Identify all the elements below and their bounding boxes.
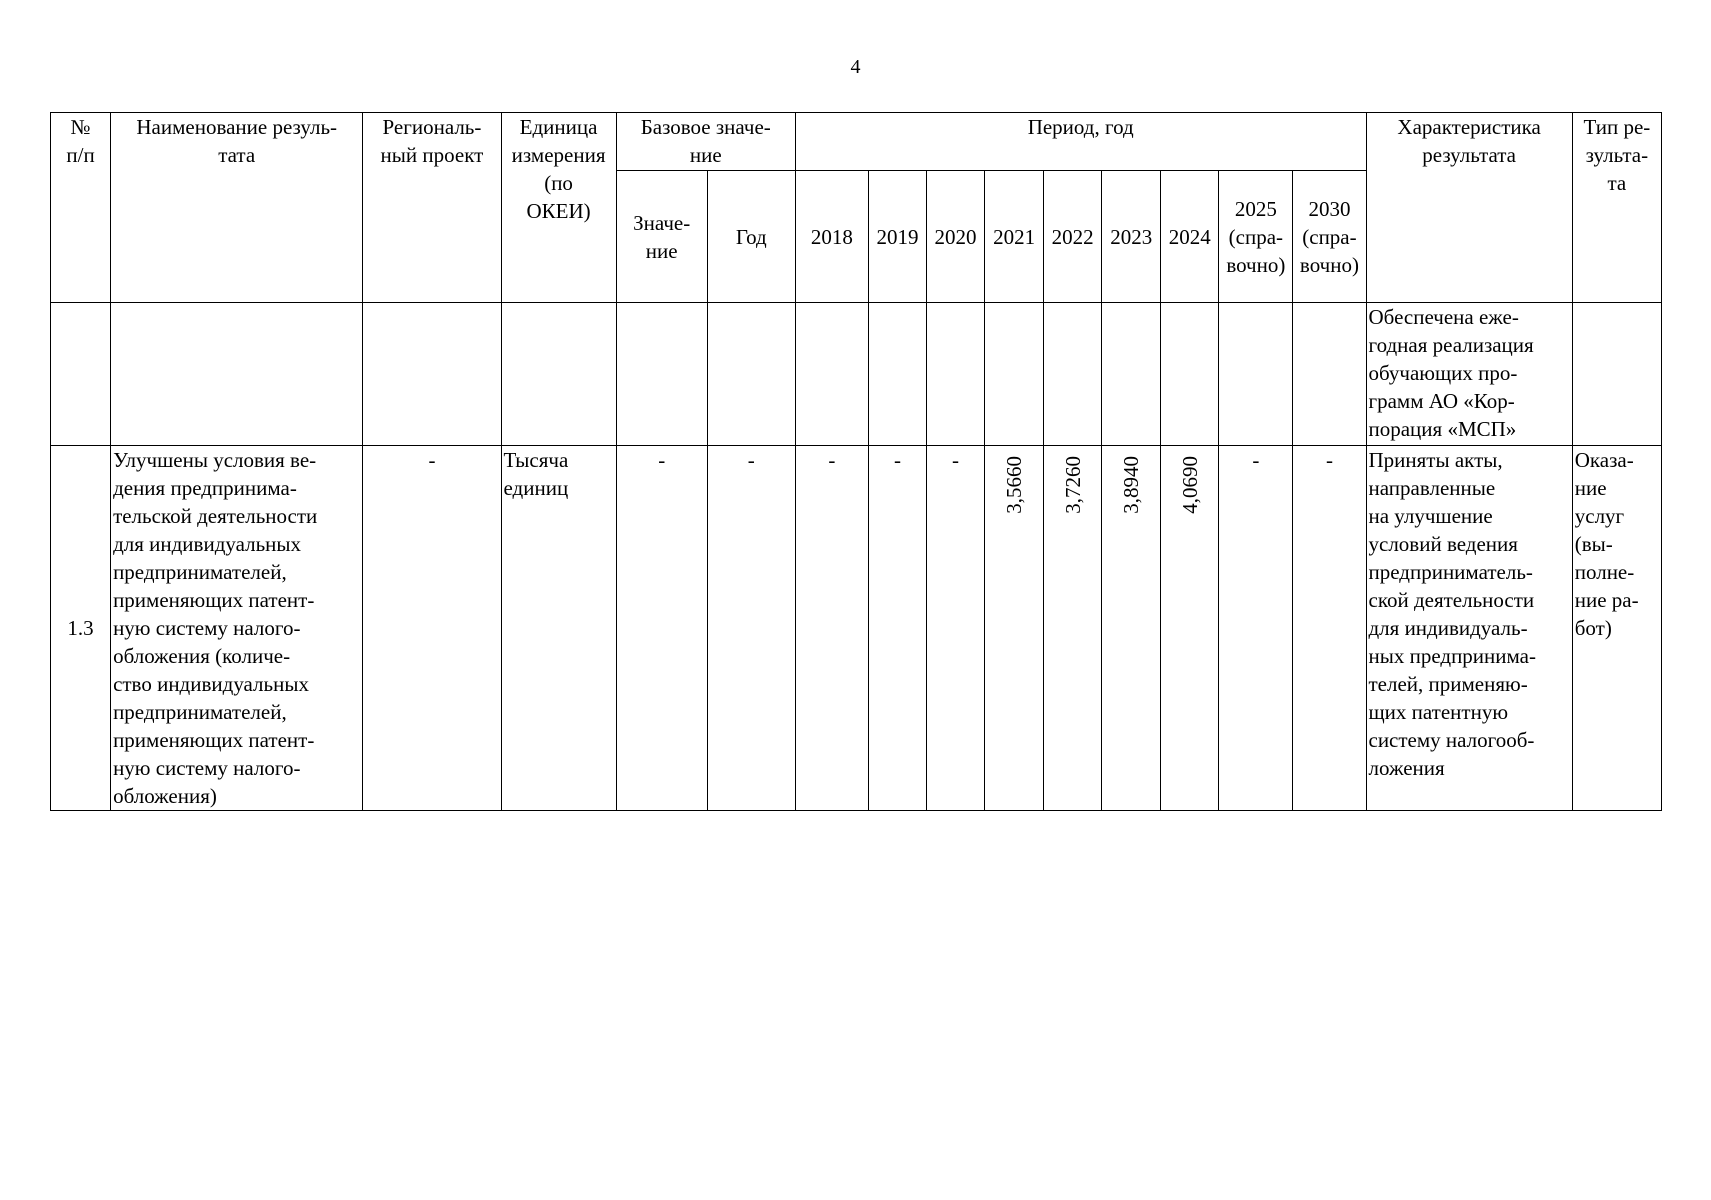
header-year-2018: 2018 (795, 171, 868, 303)
cell-result-type: Оказа- ние услуг (вы- полне- ние ра- бот) (1572, 446, 1661, 811)
header-result-name: Наименование резуль- тата (111, 113, 363, 303)
value-2023: 3,8940 (1119, 456, 1144, 514)
cell-year-2030 (1293, 303, 1366, 446)
cell-number: 1.3 (51, 446, 111, 811)
header-year-2025-reference: 2025 (спра- вочно) (1219, 171, 1293, 303)
cell-base-value (616, 303, 707, 446)
cell-result-name: Улучшены условия ве- дения предпринима- тельской деятельности для индивидуальных предпринимателей, применяющих патент- ную систему налого- обложения (количе- ство индивидуальных предпринимателей, применяющих патент- ную систему налого- обложения) (111, 446, 363, 811)
cell-regional-project: - (363, 446, 501, 811)
cell-base-year: - (707, 446, 795, 811)
header-year-2019: 2019 (868, 171, 926, 303)
cell-year-2021 (985, 303, 1044, 446)
cell-year-2022 (1044, 446, 1102, 811)
cell-result-name (111, 303, 363, 446)
header-result-type: Тип ре- зульта- та (1572, 113, 1661, 303)
header-year-2021: 2021 (985, 171, 1044, 303)
cell-year-2024 (1161, 303, 1219, 446)
header-year-2024: 2024 (1161, 171, 1219, 303)
cell-year-2019 (868, 303, 926, 446)
cell-year-2023 (1102, 446, 1161, 811)
header-number: № п/п (51, 113, 111, 303)
cell-year-2018 (795, 303, 868, 446)
cell-year-2021 (985, 446, 1044, 811)
table-row (51, 303, 1662, 446)
cell-year-2018: - (795, 446, 868, 811)
cell-regional-project (363, 303, 501, 446)
header-year-2022: 2022 (1044, 171, 1102, 303)
cell-year-2022 (1044, 303, 1102, 446)
header-year-2020: 2020 (927, 171, 985, 303)
header-regional-project: Региональ- ный проект (363, 113, 501, 303)
cell-year-2024 (1161, 446, 1219, 811)
cell-year-2020: - (927, 446, 985, 811)
cell-base-year (707, 303, 795, 446)
cell-result-type (1572, 303, 1661, 446)
cell-year-2025: - (1219, 446, 1293, 811)
value-2022: 3,7260 (1060, 456, 1085, 514)
page-number: 4 (850, 56, 861, 78)
cell-characteristic: Приняты акты, направленные на улучшение условий ведения предприниматель- ской деятельности для индивидуаль- ных предпринима- телей, применяю- щих патентную систему налогооб- ложения (1366, 446, 1572, 811)
header-unit: Единица измерения (по ОКЕИ) (501, 113, 616, 303)
cell-year-2020 (927, 303, 985, 446)
cell-number (51, 303, 111, 446)
cell-year-2025 (1219, 303, 1293, 446)
header-base-value-group: Базовое значе- ние (616, 113, 795, 171)
header-base-value: Значе- ние (616, 171, 707, 303)
cell-year-2019: - (868, 446, 926, 811)
results-table (50, 112, 1662, 811)
header-base-year: Год (707, 171, 795, 303)
cell-base-value: - (616, 446, 707, 811)
header-period: Период, год (795, 113, 1366, 171)
cell-year-2030: - (1293, 446, 1366, 811)
cell-characteristic: Обеспечена еже- годная реализация обучающих про- грамм АО «Кор- порация «МСП» (1366, 303, 1572, 446)
value-2021: 3,5660 (1002, 456, 1027, 514)
value-2024: 4,0690 (1177, 456, 1202, 514)
cell-unit: Тысяча единиц (501, 446, 616, 811)
cell-unit (501, 303, 616, 446)
header-year-2023: 2023 (1102, 171, 1161, 303)
table-row (51, 446, 1662, 811)
header-year-2030-reference: 2030 (спра- вочно) (1293, 171, 1366, 303)
cell-year-2023 (1102, 303, 1161, 446)
header-characteristic: Характеристика результата (1366, 113, 1572, 303)
